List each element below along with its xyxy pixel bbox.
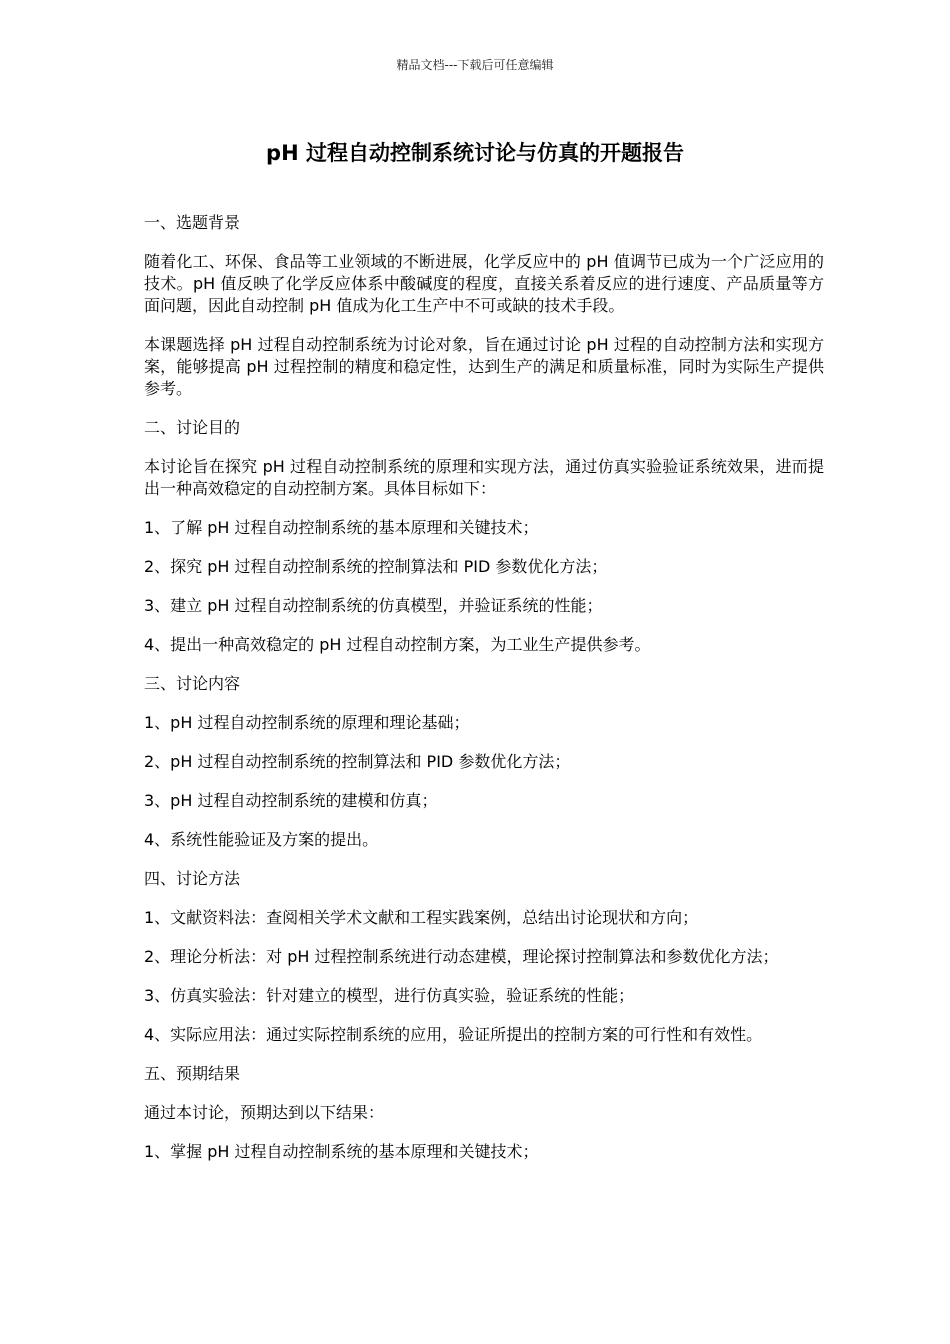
list-item: 1、文献资料法：查阅相关学术文献和工程实践案例，总结出讨论现状和方向；: [144, 908, 699, 927]
list-item: 2、探究 pH 过程自动控制系统的控制算法和 PID 参数优化方法；: [144, 557, 608, 576]
paragraph: 本讨论旨在探究 pH 过程自动控制系统的原理和实现方法，通过仿真实验验证系统效果，进而提出一种高效稳定的自动控制方案。具体目标如下：: [144, 457, 824, 498]
section-heading-methods: 四、讨论方法: [144, 869, 241, 888]
list-item: 4、系统性能验证及方案的提出。: [144, 830, 379, 849]
paragraph: 本课题选择 pH 过程自动控制系统为讨论对象，旨在通过讨论 pH 过程的自动控制方法和实现方案，能够提高 pH 过程控制的精度和稳定性，达到生产的满足和质量标准，同时为实际生产提供参考。: [144, 335, 824, 398]
list-item: 1、掌握 pH 过程自动控制系统的基本原理和关键技术；: [144, 1142, 539, 1161]
section-heading-purpose: 二、讨论目的: [144, 418, 241, 437]
list-item: 4、实际应用法：通过实际控制系统的应用，验证所提出的控制方案的可行性和有效性。: [144, 1025, 763, 1044]
paragraph: 随着化工、环保、食品等工业领域的不断进展，化学反应中的 pH 值调节已成为一个广泛应用的技术。pH 值反映了化学反应体系中酸碱度的程度，直接关系着反应的进行速度、产品质量等方面问题，因此自动控制 pH 值成为化工生产中不可或缺的技术手段。: [144, 252, 824, 315]
document-title: pH 过程自动控制系统讨论与仿真的开题报告: [266, 141, 684, 165]
list-item: 2、pH 过程自动控制系统的控制算法和 PID 参数优化方法；: [144, 752, 571, 771]
document-body: [144, 212, 824, 1180]
paragraph: 通过本讨论，预期达到以下结果：: [144, 1103, 385, 1122]
section-heading-content: 三、讨论内容: [144, 674, 241, 693]
section-heading-results: 五、预期结果: [144, 1064, 241, 1083]
list-item: 2、理论分析法：对 pH 过程控制系统进行动态建模，理论探讨控制算法和参数优化方法；: [144, 947, 779, 966]
list-item: 3、建立 pH 过程自动控制系统的仿真模型，并验证系统的性能；: [144, 596, 603, 615]
list-item: 1、了解 pH 过程自动控制系统的基本原理和关键技术；: [144, 518, 539, 537]
section-heading-background: 一、选题背景: [144, 213, 241, 232]
list-item: 4、提出一种高效稳定的 pH 过程自动控制方案，为工业生产提供参考。: [144, 635, 651, 654]
list-item: 3、pH 过程自动控制系统的建模和仿真；: [144, 791, 438, 810]
page-header: 精品文档---下载后可任意编辑: [396, 58, 554, 72]
list-item: 3、仿真实验法：针对建立的模型，进行仿真实验，验证系统的性能；: [144, 986, 635, 1005]
list-item: 1、pH 过程自动控制系统的原理和理论基础；: [144, 713, 470, 732]
